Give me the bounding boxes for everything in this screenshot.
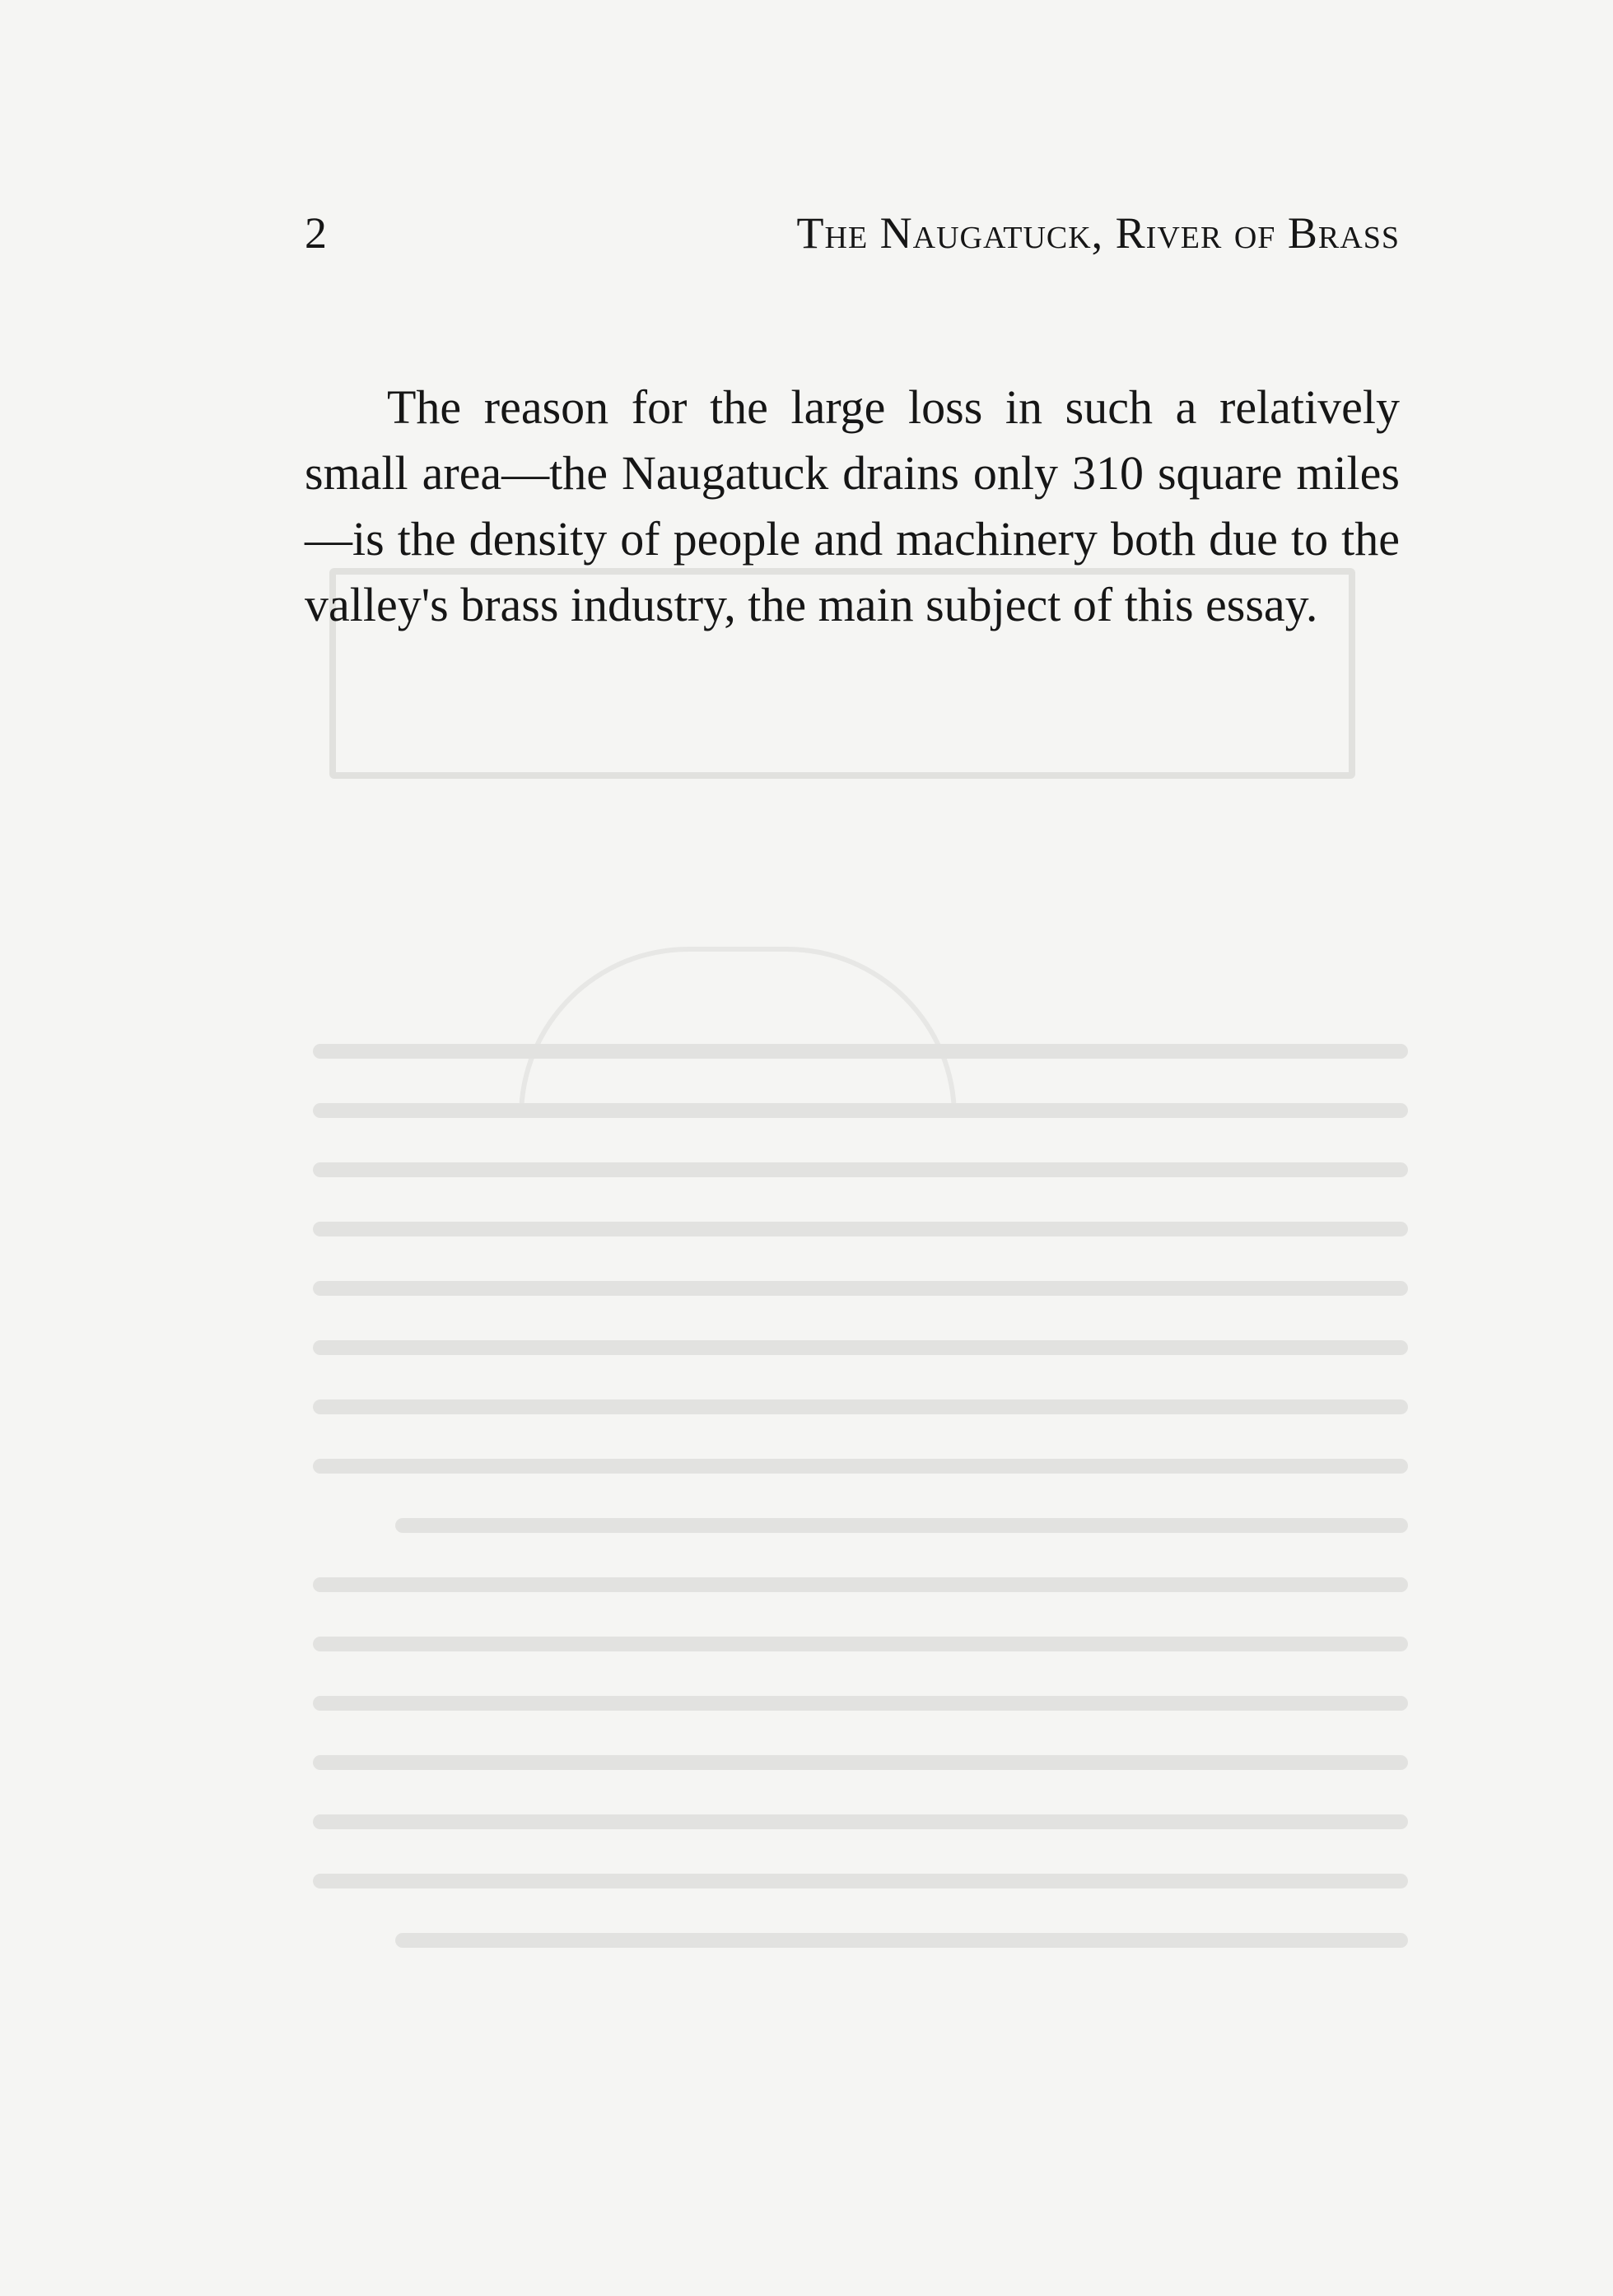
running-head (305, 204, 1400, 270)
body-paragraph: The reason for the large loss in such a relatively small area—the Naugatuck drains only 310 square miles—is the density of people and machinery both due to the valley's brass industry, the main subject of this essay. (305, 380, 1400, 631)
bleed-text-lines (313, 1013, 1408, 1961)
running-title: The Naugatuck, River of Brass (796, 208, 1400, 258)
bleed-ornament-decoration (519, 947, 957, 1116)
page-number: 2 (305, 208, 327, 258)
